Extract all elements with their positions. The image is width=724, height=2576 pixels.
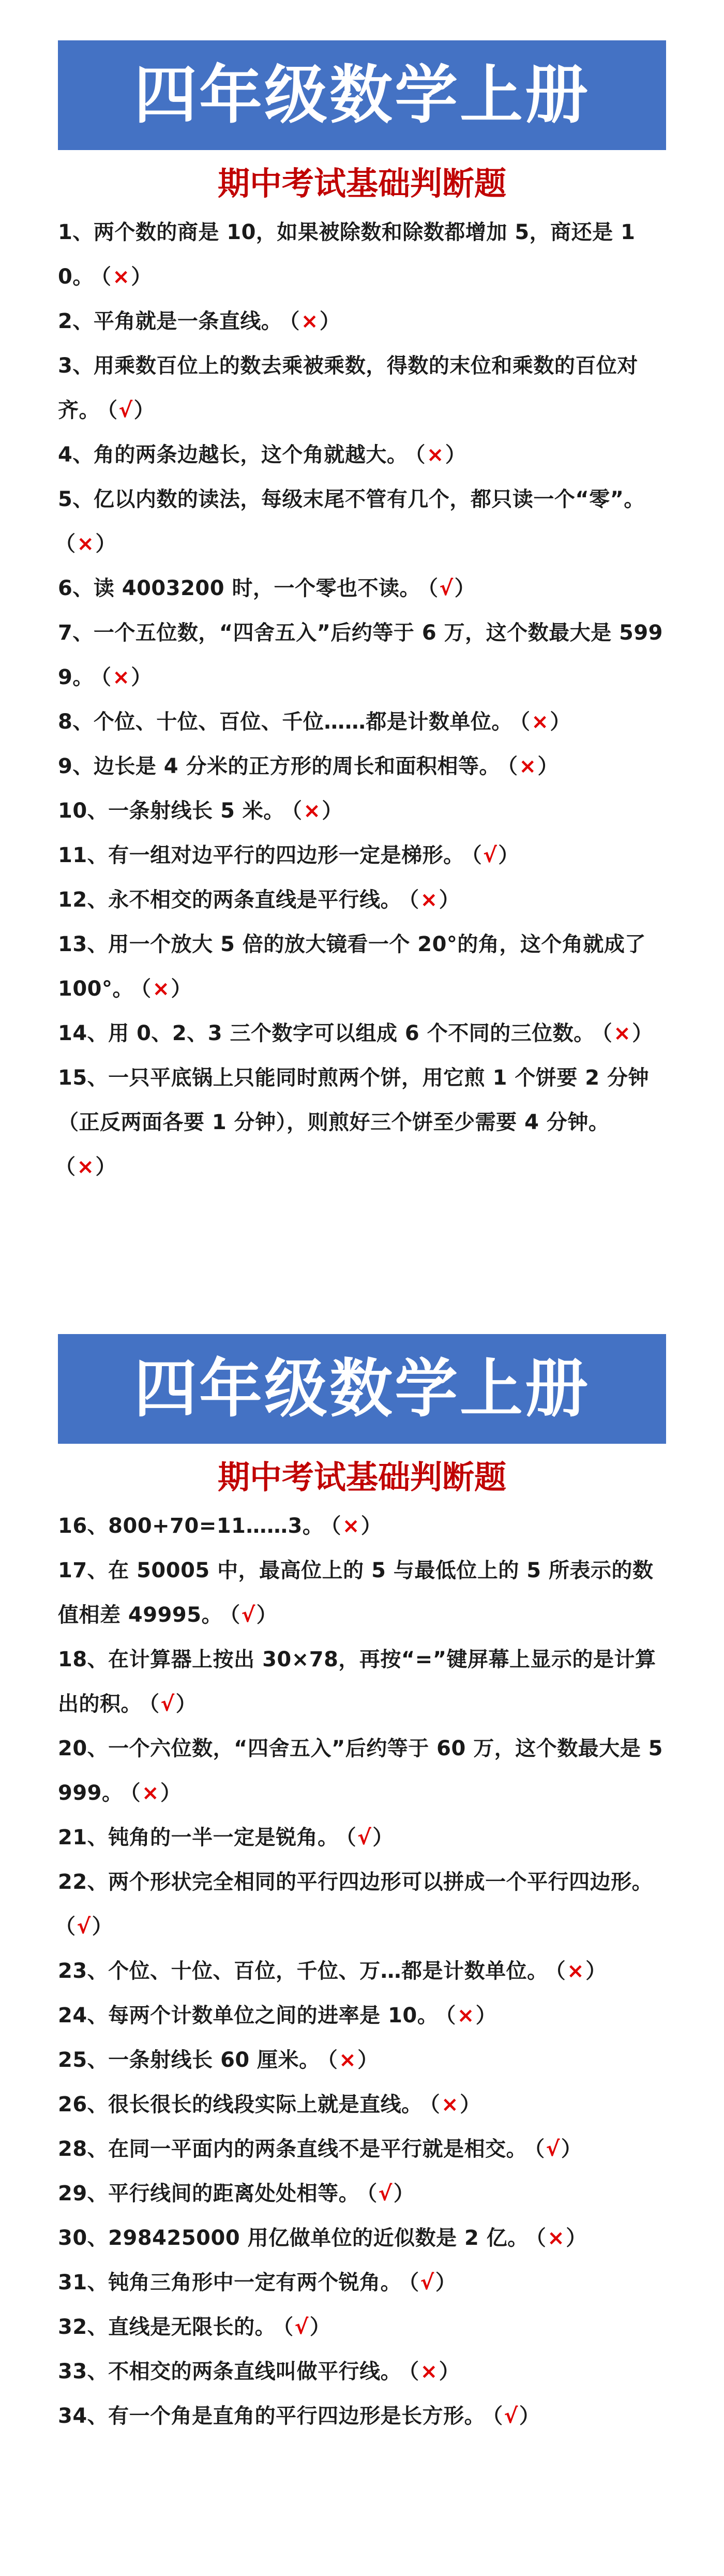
- answer-bracket: （√）: [107, 398, 155, 422]
- answer-bracket: （×）: [409, 888, 460, 912]
- answer-bracket: （×）: [291, 799, 343, 823]
- question-item: [58, 922, 666, 1011]
- question-item: [58, 611, 666, 700]
- answer-bracket: （×）: [289, 309, 341, 333]
- cross-mark-answer: ×: [142, 1781, 160, 1805]
- question-item: [58, 1637, 666, 1726]
- cross-mark-answer: ×: [77, 1155, 95, 1179]
- cross-mark-answer: ×: [77, 532, 95, 556]
- question-item: [58, 2171, 666, 2216]
- cross-mark-answer: ×: [339, 2048, 357, 2072]
- page-subtitle: 期中考试基础判断题: [217, 165, 506, 202]
- worksheet-page-2: [0, 1334, 724, 2438]
- question-item: [58, 2394, 666, 2438]
- cross-mark-answer: ×: [342, 1514, 360, 1538]
- cross-mark-answer: ×: [519, 754, 537, 778]
- banner-title: 四年级数学上册: [134, 58, 590, 132]
- check-mark-answer: √: [118, 398, 133, 422]
- check-mark-answer: √: [160, 1692, 175, 1716]
- answer-bracket: （√）: [230, 1603, 278, 1627]
- check-mark-answer: √: [546, 2137, 560, 2161]
- check-mark-answer: √: [439, 576, 454, 600]
- question-item: [58, 2216, 666, 2260]
- cross-mark-answer: ×: [152, 977, 170, 1001]
- question-item: [58, 477, 666, 566]
- question-text: 30、298425000 用亿做单位的近似数是 2 亿。: [58, 2226, 529, 2250]
- question-item: [58, 2260, 666, 2305]
- cross-mark-answer: ×: [457, 2004, 475, 2027]
- question-item: [58, 210, 666, 299]
- question-text: 12、永不相交的两条直线是平行线。: [58, 888, 402, 912]
- question-item: [58, 2082, 666, 2127]
- question-item: [58, 1056, 666, 1189]
- question-item: [58, 344, 666, 433]
- cross-mark-answer: ×: [303, 799, 321, 823]
- question-text: 34、有一个角是直角的平行四边形是长方形。: [58, 2404, 486, 2428]
- cross-mark-answer: ×: [420, 888, 438, 912]
- question-item: [58, 1949, 666, 1993]
- question-text: 17、在 50005 中，最高位上的 5 与最低位上的 5 所表示的数值相差 49995。: [58, 1559, 654, 1627]
- answer-bracket: （√）: [471, 843, 519, 867]
- question-text: 15、一只平底锅上只能同时煎两个饼，用它煎 1 个饼要 2 分钟（正反两面各要 1 分钟），则煎好三个饼至少需要 4 分钟。: [58, 1066, 650, 1134]
- question-item: [58, 789, 666, 833]
- question-text: 5、亿以内数的读法，每级末尾不管有几个，都只读一个“零”。: [58, 487, 645, 511]
- answer-bracket: （√）: [428, 576, 476, 600]
- question-item: [58, 2305, 666, 2349]
- question-item: [58, 1815, 666, 1860]
- answer-bracket: （×）: [555, 1959, 607, 1983]
- question-text: 1、两个数的商是 10，如果被除数和除数都增加 5，商还是 10。: [58, 220, 636, 289]
- answer-bracket: （×）: [415, 443, 466, 467]
- question-text: 2、平角就是一条直线。: [58, 309, 282, 333]
- question-item: [58, 2038, 666, 2082]
- answer-bracket: （√）: [409, 2271, 457, 2294]
- cross-mark-answer: ×: [531, 710, 549, 734]
- answer-bracket: （√）: [367, 2182, 415, 2205]
- answer-bracket: （×）: [65, 532, 117, 556]
- question-item: [58, 566, 666, 611]
- question-item: [58, 1860, 666, 1949]
- answer-bracket: （√）: [534, 2137, 582, 2161]
- check-mark-answer: √: [483, 843, 497, 867]
- question-text: 25、一条射线长 60 厘米。: [58, 2048, 320, 2072]
- question-item: [58, 700, 666, 744]
- cross-mark-answer: ×: [112, 665, 130, 689]
- question-item: [58, 299, 666, 344]
- question-item: [58, 833, 666, 878]
- question-item: [58, 1993, 666, 2038]
- question-text: 16、800+70=11……3。: [58, 1514, 324, 1538]
- answer-bracket: （√）: [345, 1826, 394, 1849]
- question-list: [0, 210, 666, 1189]
- question-text: 10、一条射线长 5 米。: [58, 799, 284, 823]
- check-mark-answer: √: [294, 2315, 309, 2339]
- question-text: 9、边长是 4 分米的正方形的周长和面积相等。: [58, 754, 501, 778]
- cross-mark-answer: ×: [613, 1021, 631, 1045]
- check-mark-answer: √: [241, 1603, 255, 1627]
- answer-bracket: （√）: [492, 2404, 540, 2428]
- question-item: [58, 2349, 666, 2394]
- question-item: [58, 1504, 666, 1548]
- answer-bracket: （√）: [283, 2315, 331, 2339]
- cross-mark-answer: ×: [300, 309, 319, 333]
- question-text: 24、每两个计数单位之间的进率是 10。: [58, 2004, 439, 2027]
- title-banner: [58, 40, 666, 150]
- question-item: [58, 878, 666, 922]
- answer-bracket: （×）: [445, 2004, 497, 2027]
- question-item: [58, 2127, 666, 2171]
- banner-title: 四年级数学上册: [134, 1352, 590, 1426]
- question-text: 6、读 4003200 时，一个零也不读。: [58, 576, 421, 600]
- answer-bracket: （√）: [65, 1915, 113, 1938]
- question-text: 33、不相交的两条直线叫做平行线。: [58, 2360, 402, 2383]
- answer-bracket: （×）: [100, 265, 152, 289]
- question-text: 8、个位、十位、百位、千位……都是计数单位。: [58, 710, 512, 734]
- page-subtitle: 期中考试基础判断题: [217, 1458, 506, 1496]
- answer-bracket: （×）: [601, 1021, 653, 1045]
- question-text: 29、平行线间的距离处处相等。: [58, 2182, 360, 2205]
- question-item: [58, 1548, 666, 1637]
- question-text: 28、在同一平面内的两条直线不是平行就是相交。: [58, 2137, 527, 2161]
- cross-mark-answer: ×: [112, 265, 130, 289]
- answer-bracket: （×）: [327, 2048, 379, 2072]
- cross-mark-answer: ×: [441, 2093, 459, 2116]
- answer-bracket: （×）: [65, 1155, 117, 1179]
- check-mark-answer: √: [504, 2404, 518, 2428]
- question-text: 3、用乘数百位上的数去乘被乘数，得数的末位和乘数的百位对齐。: [58, 354, 638, 422]
- answer-bracket: （×）: [429, 2093, 481, 2116]
- cross-mark-answer: ×: [567, 1959, 585, 1983]
- question-text: 20、一个六位数，“四舍五入”后约等于 60 万，这个数最大是 5999。: [58, 1737, 663, 1805]
- answer-bracket: （×）: [519, 710, 571, 734]
- question-text: 22、两个形状完全相同的平行四边形可以拼成一个平行四边形。: [58, 1870, 653, 1894]
- check-mark-answer: √: [378, 2182, 393, 2205]
- check-mark-answer: √: [420, 2271, 434, 2294]
- answer-bracket: （×）: [507, 754, 559, 778]
- check-mark-answer: √: [77, 1915, 91, 1938]
- answer-bracket: （×）: [141, 977, 192, 1001]
- question-text: 26、很长很长的线段实际上就是直线。: [58, 2093, 423, 2116]
- question-text: 32、直线是无限长的。: [58, 2315, 276, 2339]
- title-banner: [58, 1334, 666, 1444]
- question-text: 18、在计算器上按出 30×78，再按“=”键屏幕上显示的是计算出的积。: [58, 1648, 656, 1716]
- question-item: [58, 1011, 666, 1056]
- cross-mark-answer: ×: [420, 2360, 438, 2383]
- question-list: [0, 1504, 666, 2438]
- question-item: [58, 744, 666, 789]
- answer-bracket: （√）: [149, 1692, 197, 1716]
- check-mark-answer: √: [357, 1826, 372, 1849]
- question-item: [58, 433, 666, 477]
- answer-bracket: （×）: [100, 665, 152, 689]
- question-item: [58, 1726, 666, 1815]
- question-text: 7、一个五位数，“四舍五入”后约等于 6 万，这个数最大是 5999。: [58, 621, 663, 689]
- question-text: 14、用 0、2、3 三个数字可以组成 6 个不同的三位数。: [58, 1021, 595, 1045]
- answer-bracket: （×）: [409, 2360, 460, 2383]
- question-text: 11、有一组对边平行的四边形一定是梯形。: [58, 843, 464, 867]
- question-text: 4、角的两条边越长，这个角就越大。: [58, 443, 408, 467]
- question-text: 23、个位、十位、百位，千位、万…都是计数单位。: [58, 1959, 548, 1983]
- question-text: 13、用一个放大 5 倍的放大镜看一个 20°的角，这个角就成了 100°。: [58, 932, 646, 1001]
- question-text: 31、钝角三角形中一定有两个锐角。: [58, 2271, 402, 2294]
- answer-bracket: （×）: [535, 2226, 587, 2250]
- cross-mark-answer: ×: [547, 2226, 565, 2250]
- cross-mark-answer: ×: [426, 443, 444, 467]
- worksheet-page-1: [0, 40, 724, 1189]
- answer-bracket: （×）: [130, 1781, 182, 1805]
- question-text: 21、钝角的一半一定是锐角。: [58, 1826, 339, 1849]
- answer-bracket: （×）: [330, 1514, 382, 1538]
